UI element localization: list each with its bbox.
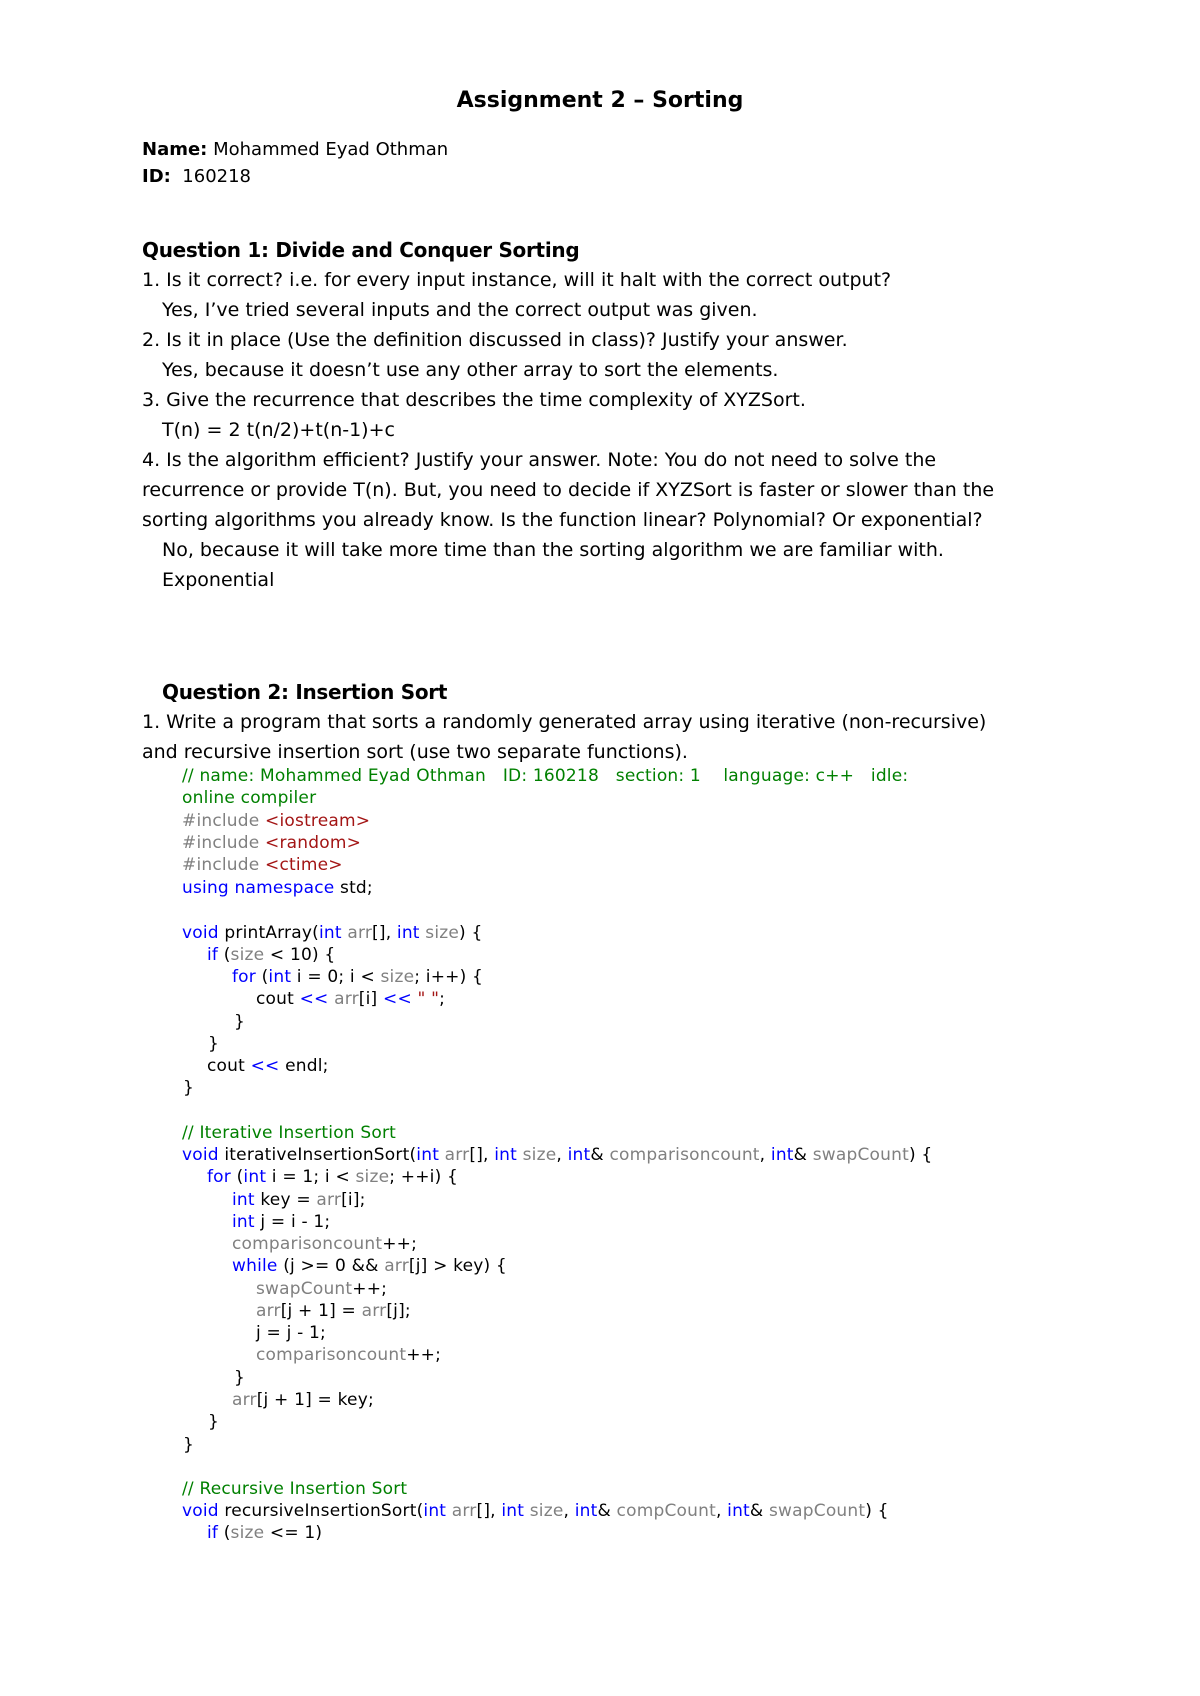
code-var: arr <box>446 1501 477 1521</box>
q1-answer: Exponential <box>162 569 275 591</box>
code-text: [i] <box>358 989 383 1009</box>
q1-answer: No, because it will take more time than the sorting algorithm we are familiar with. <box>162 539 944 561</box>
code-text: [i]; <box>341 1190 366 1210</box>
code-brace: } <box>234 1368 246 1388</box>
code-var: arr <box>341 923 373 943</box>
code-var: size <box>419 923 460 943</box>
code-text: iterativeInsertionSort( <box>218 1145 417 1165</box>
code-text: [j] > key) { <box>408 1256 507 1276</box>
code-text: key = <box>254 1190 317 1210</box>
code-text: cout <box>207 1056 251 1076</box>
code-comment: online compiler <box>182 788 317 808</box>
code-line <box>232 1389 374 1411</box>
code-line <box>182 854 343 876</box>
code-text: ++; <box>382 1234 418 1254</box>
code-text: ( <box>230 1167 244 1187</box>
code-line <box>232 1211 330 1233</box>
code-var: compCount <box>616 1501 716 1521</box>
code-text: std; <box>334 878 373 898</box>
code-text: endl; <box>279 1056 329 1076</box>
code-comment: // Recursive Insertion Sort <box>182 1479 408 1499</box>
code-line <box>182 1144 932 1166</box>
code-line <box>182 1122 396 1144</box>
id-line <box>142 165 251 189</box>
id-value: 160218 <box>182 166 252 187</box>
code-brace: } <box>234 1012 246 1032</box>
code-line <box>207 1166 458 1188</box>
code-brace: } <box>208 1412 220 1432</box>
code-var: comparisoncount <box>256 1345 407 1365</box>
code-var: swapCount <box>812 1145 909 1165</box>
name-line <box>142 138 448 162</box>
code-line <box>182 1478 407 1500</box>
code-pp: #include <box>182 833 266 853</box>
code-text: (j >= 0 && <box>277 1256 385 1276</box>
code-kw: int <box>232 1190 255 1210</box>
code-brace: } <box>183 1435 195 1455</box>
code-kw: for <box>232 967 256 987</box>
code-text: & <box>590 1145 610 1165</box>
q2-line: and recursive insertion sort (use two separate functions). <box>142 741 688 763</box>
code-text: [], <box>372 923 397 943</box>
code-line <box>207 1522 322 1544</box>
code-text: ( <box>218 945 231 965</box>
q2-line: 1. Write a program that sorts a randomly generated array using iterative (non-recursive) <box>142 711 987 733</box>
code-text: , <box>556 1145 568 1165</box>
name-label: Name: <box>142 139 208 160</box>
code-line <box>256 1344 441 1366</box>
code-kw: using namespace <box>182 878 335 898</box>
code-line <box>208 1033 219 1055</box>
q1-line: 4. Is the algorithm efficient? Justify your answer. Note: You do not need to solve the <box>142 449 937 471</box>
code-text: , <box>715 1501 728 1521</box>
code-text: ( <box>255 967 269 987</box>
code-text: [], <box>476 1501 502 1521</box>
code-var: swapCount <box>256 1279 353 1299</box>
code-text: ++; <box>406 1345 442 1365</box>
code-op: << <box>250 1056 280 1076</box>
code-line <box>208 1411 219 1433</box>
code-text: & <box>793 1145 813 1165</box>
code-text: ++; <box>352 1279 388 1299</box>
code-kw: void <box>182 1501 219 1521</box>
code-var: arr <box>232 1390 257 1410</box>
code-text: [j + 1] = <box>280 1301 362 1321</box>
code-var: size <box>230 1523 265 1543</box>
code-text: i = 0; i < <box>291 967 381 987</box>
code-kw: if <box>207 945 219 965</box>
code-kw: int <box>232 1212 255 1232</box>
code-kw: int <box>494 1145 518 1165</box>
code-kw: int <box>318 923 342 943</box>
code-var: arr <box>439 1145 470 1165</box>
q1-line: recurrence or provide T(n). But, you need to decide if XYZSort is faster or slower than the <box>142 479 995 501</box>
code-line <box>256 988 445 1010</box>
code-text: recursiveInsertionSort( <box>218 1501 424 1521</box>
code-kw: int <box>416 1145 440 1165</box>
code-var: comparisoncount <box>609 1145 760 1165</box>
code-var: size <box>230 945 265 965</box>
code-text: j = i - 1; <box>254 1212 331 1232</box>
q1-line: sorting algorithms you already know. Is the function linear? Polynomial? Or exponential? <box>142 509 983 531</box>
code-text: [j + 1] = key; <box>256 1390 374 1410</box>
code-line <box>182 810 370 832</box>
code-kw: int <box>243 1167 267 1187</box>
code-pp: #include <box>182 811 266 831</box>
code-line <box>182 922 483 944</box>
q1-line: 2. Is it in place (Use the definition discussed in class)? Justify your answer. <box>142 329 848 351</box>
code-line <box>232 1255 507 1277</box>
code-kw: int <box>567 1145 591 1165</box>
code-kw: void <box>182 1145 219 1165</box>
code-string: " " <box>411 989 440 1009</box>
code-text: j = j - 1; <box>256 1323 326 1343</box>
code-var: arr <box>361 1301 387 1321</box>
name-value: Mohammed Eyad Othman <box>213 139 449 160</box>
code-kw: void <box>182 923 219 943</box>
code-line <box>234 1367 245 1389</box>
code-text: , <box>759 1145 771 1165</box>
code-kw: int <box>770 1145 794 1165</box>
code-text: ; ++i) { <box>389 1167 459 1187</box>
code-line <box>182 765 908 787</box>
q2-heading: Question 2: Insertion Sort <box>162 680 448 704</box>
code-line <box>256 1300 411 1322</box>
code-text: printArray( <box>218 923 319 943</box>
code-line <box>207 1055 329 1077</box>
code-kw: for <box>207 1167 231 1187</box>
code-var: size <box>524 1501 564 1521</box>
code-op: << <box>383 989 412 1009</box>
code-line <box>183 1434 194 1456</box>
code-line <box>182 832 361 854</box>
code-text: ) { <box>459 923 483 943</box>
code-op: << <box>299 989 329 1009</box>
code-pp: #include <box>182 855 266 875</box>
code-var: comparisoncount <box>232 1234 383 1254</box>
code-text: i = 1; i < <box>266 1167 356 1187</box>
code-var: arr <box>256 1301 281 1321</box>
code-text: cout <box>256 989 300 1009</box>
id-label: ID: <box>142 166 171 187</box>
document-title: Assignment 2 – Sorting <box>456 88 744 113</box>
code-line <box>207 944 335 966</box>
code-line <box>256 1322 326 1344</box>
code-kw: if <box>207 1523 219 1543</box>
code-brace: } <box>183 1078 195 1098</box>
code-text: ( <box>218 1523 231 1543</box>
code-line <box>232 1189 366 1211</box>
code-lib: <random> <box>265 833 362 853</box>
q1-answer: Yes, because it doesn’t use any other array to sort the elements. <box>162 359 779 381</box>
code-var: size <box>355 1167 390 1187</box>
code-comment: // name: Mohammed Eyad Othman ID: 160218 section: 1 language: c++ idle: <box>182 766 909 786</box>
code-line <box>234 1011 245 1033</box>
code-kw: int <box>423 1501 447 1521</box>
code-line <box>256 1278 387 1300</box>
q1-heading: Question 1: Divide and Conquer Sorting <box>142 238 580 262</box>
code-lib: <iostream> <box>265 811 371 831</box>
q1-line: 3. Give the recurrence that describes the time complexity of XYZSort. <box>142 389 806 411</box>
code-comment: // Iterative Insertion Sort <box>182 1123 397 1143</box>
code-line <box>183 1077 194 1099</box>
code-var: size <box>517 1145 557 1165</box>
code-var: swapCount <box>768 1501 866 1521</box>
code-line <box>232 1233 417 1255</box>
code-line <box>182 1500 889 1522</box>
q1-answer: Yes, I’ve tried several inputs and the correct output was given. <box>162 299 758 321</box>
code-text: ) { <box>908 1145 933 1165</box>
code-kw: int <box>396 923 420 943</box>
code-text: & <box>597 1501 617 1521</box>
code-kw: int <box>574 1501 598 1521</box>
code-kw: int <box>727 1501 750 1521</box>
code-line <box>182 787 316 809</box>
code-var: arr <box>384 1256 409 1276</box>
code-text: & <box>749 1501 769 1521</box>
code-var: size <box>380 967 415 987</box>
code-lib: <ctime> <box>265 855 343 875</box>
q1-answer: T(n) = 2 t(n/2)+t(n-1)+c <box>162 419 395 441</box>
code-text: ; <box>439 989 446 1009</box>
code-kw: int <box>501 1501 525 1521</box>
code-text: , <box>563 1501 575 1521</box>
q1-line: 1. Is it correct? i.e. for every input instance, will it halt with the correct output? <box>142 269 892 291</box>
code-brace: } <box>208 1034 220 1054</box>
code-line <box>232 966 483 988</box>
code-text: < 10) { <box>264 945 336 965</box>
code-text: ; i++) { <box>414 967 484 987</box>
code-kw: int <box>268 967 292 987</box>
code-text: <= 1) <box>264 1523 323 1543</box>
code-line <box>182 877 373 899</box>
code-text: [j]; <box>386 1301 411 1321</box>
code-var: arr <box>316 1190 342 1210</box>
code-text: ) { <box>865 1501 889 1521</box>
code-var: arr <box>328 989 359 1009</box>
code-kw: while <box>232 1256 278 1276</box>
code-text: [], <box>469 1145 495 1165</box>
